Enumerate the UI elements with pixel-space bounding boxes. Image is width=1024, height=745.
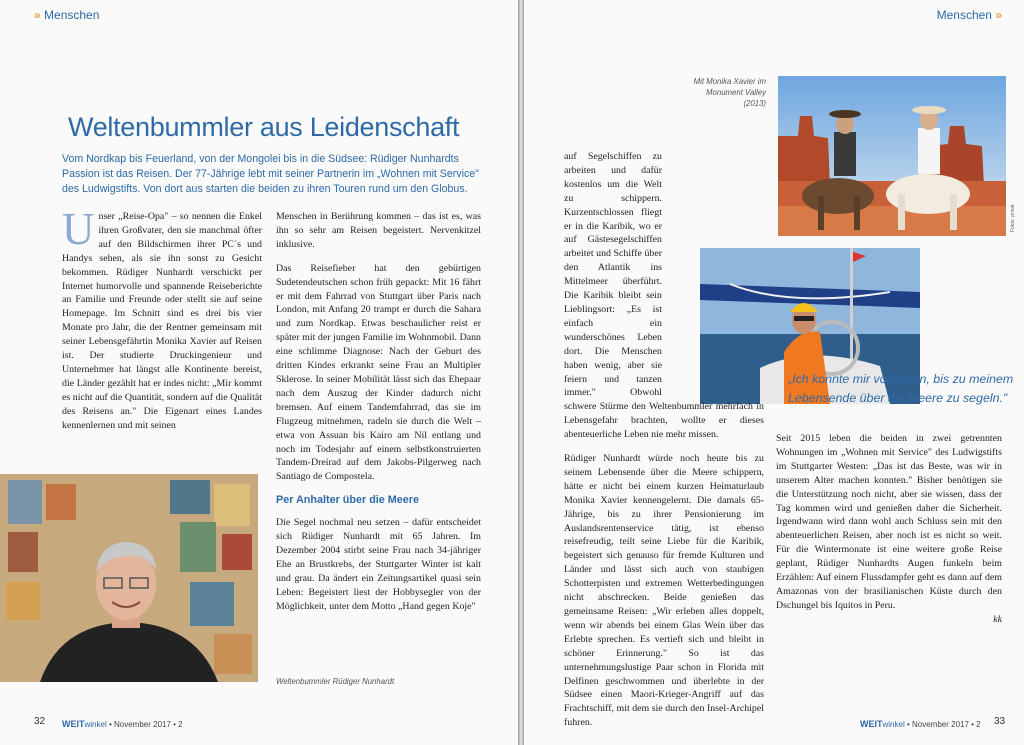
section-marker-icon: » bbox=[995, 8, 1002, 22]
right-column-1 bbox=[564, 150, 764, 740]
author-initials: kk bbox=[993, 613, 1002, 625]
dropcap: U bbox=[62, 204, 95, 254]
right-page bbox=[524, 0, 1024, 745]
subheading: Per Anhalter über die Meere bbox=[276, 494, 420, 507]
footer-left: WEITwinkel • November 2017 • 2 bbox=[62, 719, 183, 729]
paragraph: Menschen in Berührung kommen – das ist es, was ihn so sehr am Reisen begeistert. Nervenkitzel inklusive. bbox=[276, 211, 481, 250]
article-title: Weltenbummler aus Leidenschaft bbox=[68, 112, 460, 142]
left-column-2 bbox=[276, 210, 481, 623]
left-column-1 bbox=[62, 204, 262, 443]
paragraph: Seit 2015 leben die beiden in zwei getrennten Wohnungen im „Wohnen mit Service" des Ludwigstifts im Stuttgarter Westen: „Das ist das Beste, was wir in unserem Alter machen konnten." Bisher benötigen sie die Unterstützung noch nicht, aber sie wissen, dass der Tag kommen wird und genießen daher die Sicherheit. Irgendwann wird dann wohl auch Schluss sein mit den abenteuerlichen Reisen, aber noch ist es nicht so weit. Für die Wintermonate ist eine weitere große Reise geplant, Rüdiger Nunhardts Augen funkeln beim Erzählen: Auf einem Flussdampfer geht es dann auf dem Amazonas von der brasilianischen Küste durch den Dschungel bis Iquitos in Peru. bbox=[776, 433, 1002, 611]
paragraph: auf Segelschiffen zu arbeiten und dafür kostenlos um die Welt zu schippern. Kurzentschlossen fliegt er in die Karibik, wo er auf Gästesegelschiffen arbeitet und Schiffe über den Atlantik ins Mittelmeer überführt. Die Karibik bleibt sein Lieblingsort: „Es ist einfach ein wunderschönes Leben dort. Die Menschen haben wenig, aber sie feiern und tanzen immer." Obwohl schwere Stürme den Weltenbummler mehrfach in Lebensgefahr brachten, wollte er dieses abenteuerliche Leben nie mehr missen. bbox=[564, 151, 764, 441]
photo-caption-portrait: Weltenbummler Rüdiger Nunhardt bbox=[276, 677, 395, 686]
right-column-2 bbox=[776, 432, 1002, 627]
article-intro: Vom Nordkap bis Feuerland, von der Mongolei bis in die Südsee: Rüdiger Nunhardts Passion ist das Reisen. Der 77-Jährige lebt mit seiner Partnerin im „Wohnen mit Service" des Ludwigstifts. Von dort aus starten die beiden zu ihren Touren rund um den Globus. bbox=[62, 153, 479, 195]
photo-caption-top: Mit Monika Xavier im Monument Valley (2013) bbox=[693, 77, 766, 108]
pull-quote: „Ich konnte mir vorstellen, bis zu meinem Lebensende über die Meere zu segeln." bbox=[788, 372, 1014, 405]
page-number-right: 33 bbox=[994, 716, 1006, 727]
section-marker-icon: » bbox=[34, 8, 41, 22]
paragraph: Das Reisefieber hat den gebürtigen Sudetendeutschen schon früh gepackt: Mit 16 fährt er mit dem Fahrrad von Stuttgart über Paris nach London, mit Anfang 20 trampt er durch die Sahara und zum Nordkap. Etwas beschaulicher reist er später mit der jungen Familie im Wohnmobil. Dann eine schlimme Diagnose: Nach der Geburt des dritten Kindes erkrankt seine Frau an Multipler Sklerose. In seiner Mobilität lässt sich das Ehepaar nach dem Auszug der Kinder dadurch nicht bremsen. Auf einem Tandemfahrrad, das sie im Flugzeug mitnehmen, radeln sie durch die Welt – etwa von Assuan bis Kairo am Nil entlang und noch im Todesjahr auf einem selbstkonstruierten Tandem-Dreirad auf dem Jakobs-Pilgerweg nach Santiago de Compostela. bbox=[276, 262, 481, 483]
portrait-photo bbox=[0, 474, 258, 682]
page-number-left: 32 bbox=[34, 716, 46, 727]
footer-right: WEITwinkel • November 2017 • 2 bbox=[860, 719, 981, 729]
photo-wrap-spacer bbox=[662, 150, 764, 394]
monument-valley-illustration bbox=[778, 76, 1006, 236]
photo-credit: Fotos: privat bbox=[1010, 204, 1016, 232]
section-label-left: » Menschen bbox=[34, 8, 100, 22]
monument-valley-photo bbox=[778, 76, 1006, 236]
paragraph: Rüdiger Nunhardt würde noch heute bis zu seinem Lebensende über die Meere schippern, hätte er nicht bei einem kurzen Heimaturlaub Monika Xavier kennengelernt. Die damals 65-Jährige, bis zu ihrer Pensionierung im Auslandsrentenservice tätig, ist ebenso reisefreudig, teilt seine Liebe für die Karibik, begeistert sich genauso für fremde Kulturen und Länder und lässt sich auch von staubigen Schotterpisten und extremen Wetterbedingungen nicht abschrecken. Beide genießen das gemeinsame Reisen: „Wir erleben alles doppelt, wenn wir abends bei einem Glas Wein über das Erlebte sprechen. Es vertieft sich und bleibt in schöner Erinnerung." So ist das unternehmungslustige Paar schon in Florida mit Delfinen geschwommen und überlebte in der Südsee einen Maori-Krieger-Angriff auf das Frachtschiff, mit dem sie durch den Insel-Archipel fuhren. bbox=[564, 453, 764, 729]
paragraph: Die Segel nochmal neu setzen – dafür entscheidet sich Rüdiger Nunhardt mit 65 Jahren. Im Dezember 2004 stirbt seine Frau nach 34-jähriger Ehe an Brustkrebs, der Stuttgarter Winter ist kalt und grau. Da ändert ein Zeitungsartikel quasi sein Leben: Begeistert liest der Hobbysegler von der Möglichkeit, unter dem Motto „Hand gegen Koje" bbox=[276, 517, 481, 612]
paragraph-wrap bbox=[564, 150, 764, 442]
paragraph: nser „Reise-Opa" – so nennen die Enkel ihren Großvater, den sie manchmal öfter auf den Bildschirmen ihrer PC´s und Handys sehen, als sie ihn sonst zu Gesicht bekommen. Rüdiger Nunhardt verschickt per Internet humorvolle und spannende Reiseberichte an Familie und Freunde oder stellt sie auf seine Homepage. Im Schnitt sind es drei bis vier Monate pro Jahr, die der Rentner gemeinsam mit seiner Lebensgefährtin Monika Xavier auf Reisen ist. Der studierte Druckingenieur und Unternehmer hat längst alle Kontinente bereist, die Länder gezählt hat er indes nicht: „Mir kommt es nicht auf die Quantität, sondern auf die Qualität des Reisens an." Die Eigenart eines Landes kennenlernen und mit seinen bbox=[62, 211, 262, 431]
section-label-right: Menschen » bbox=[936, 8, 1002, 22]
portrait-illustration bbox=[0, 474, 258, 682]
